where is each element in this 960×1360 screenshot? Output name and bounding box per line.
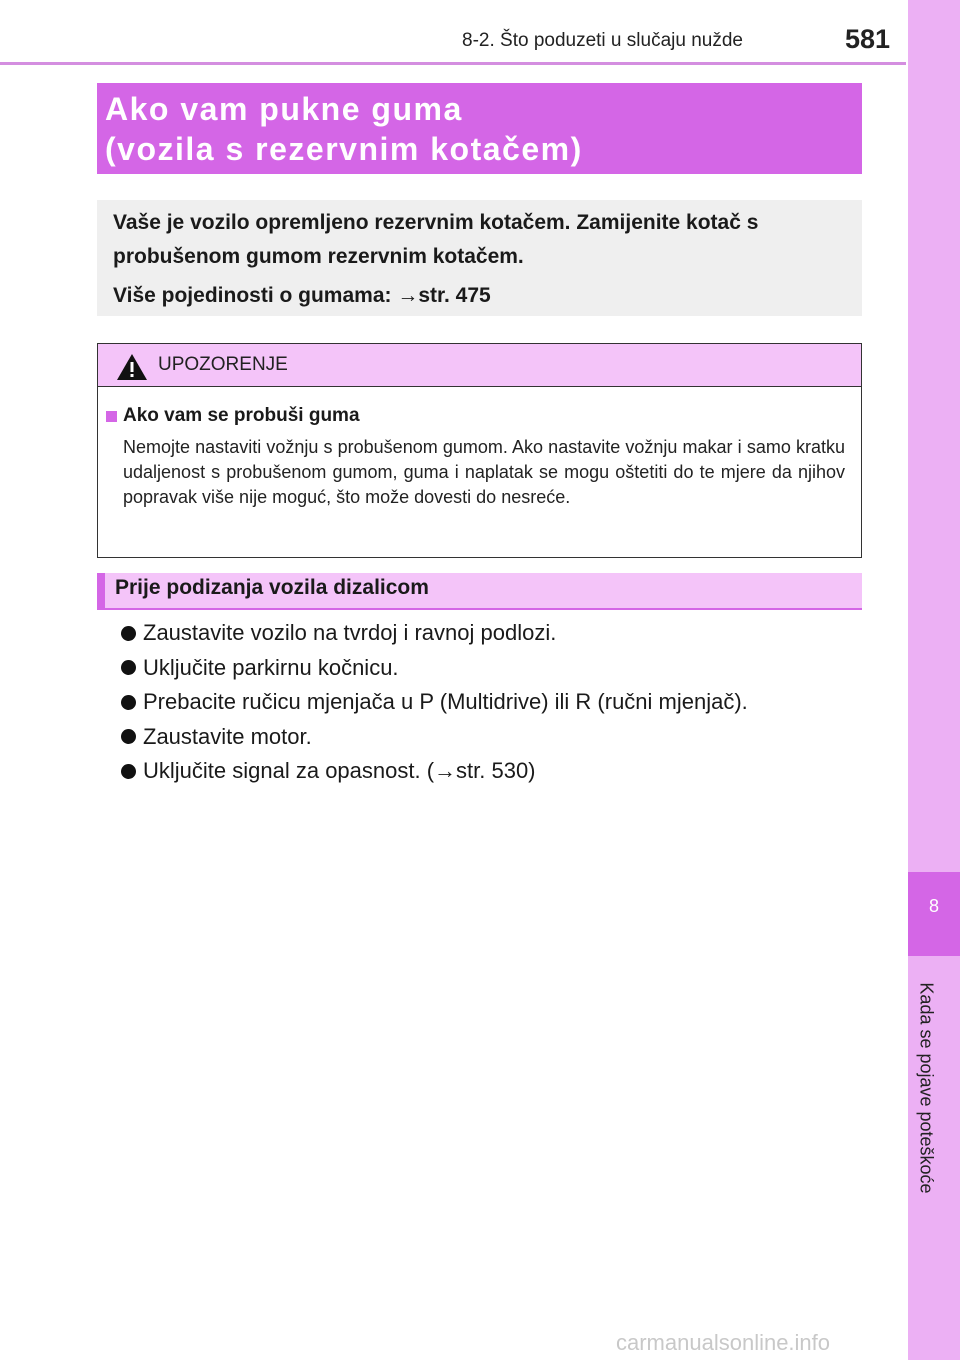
square-bullet-icon: [106, 411, 117, 422]
warning-header: [98, 344, 861, 387]
bullet-icon: [121, 626, 136, 641]
warning-subheading-text: Ako vam se probuši guma: [123, 405, 360, 426]
steps-list: [121, 616, 748, 789]
warning-title: UPOZORENJE: [158, 354, 288, 375]
chapter-title: Kada se pojave poteškoće: [916, 982, 937, 1194]
intro-box: [97, 200, 862, 316]
warning-triangle-icon: [116, 353, 148, 381]
list-item: Prebacite ručicu mjenjača u P (Multidrive) ili R (ručni mjenjač).: [121, 685, 748, 720]
warning-body: [98, 387, 861, 510]
bullet-icon: [121, 695, 136, 710]
warning-subheading: [106, 405, 845, 427]
page-title-line-2: (vozila s rezervnim kotačem): [105, 131, 583, 167]
list-item: Zaustavite vozilo na tvrdoj i ravnoj podlozi.: [121, 616, 748, 651]
watermark: carmanualsonline.info: [616, 1330, 831, 1355]
list-item: Zaustavite motor.: [121, 720, 748, 755]
subsection-heading: [97, 573, 862, 610]
warning-box: [97, 343, 862, 558]
page-title: [97, 83, 862, 174]
section-heading: 8-2. Što poduzeti u slučaju nužde: [462, 30, 743, 51]
intro-line-2: probušenom gumom rezervnim kotačem.: [113, 245, 524, 268]
bullet-icon: [121, 764, 136, 779]
intro-line-1: Vaše je vozilo opremljeno rezervnim kotačem. Zamijenite kotač s: [113, 211, 759, 234]
bullet-icon: [121, 729, 136, 744]
header-divider: [0, 62, 906, 65]
list-item: Uključite parkirnu kočnicu.: [121, 651, 748, 686]
warning-text: Nemojte nastaviti vožnju s probušenom gumom. Ako nastavite vožnju makar i samo kratku udaljenost s probušenom gumom, guma i naplatak se mogu oštetiti do te mjere da njihov popravak više nije moguć, što može dovesti do nesreće.: [123, 437, 845, 507]
intro-reference: Više pojedinosti o gumama: →str. 475: [113, 284, 491, 307]
page-title-line-1: Ako vam pukne guma: [105, 91, 463, 127]
list-item: Uključite signal za opasnost. (→str. 530): [121, 754, 748, 789]
page-number: 581: [845, 24, 891, 54]
bullet-icon: [121, 660, 136, 675]
subsection-title: Prije podizanja vozila dizalicom: [115, 576, 429, 599]
chapter-number: 8: [908, 872, 960, 956]
